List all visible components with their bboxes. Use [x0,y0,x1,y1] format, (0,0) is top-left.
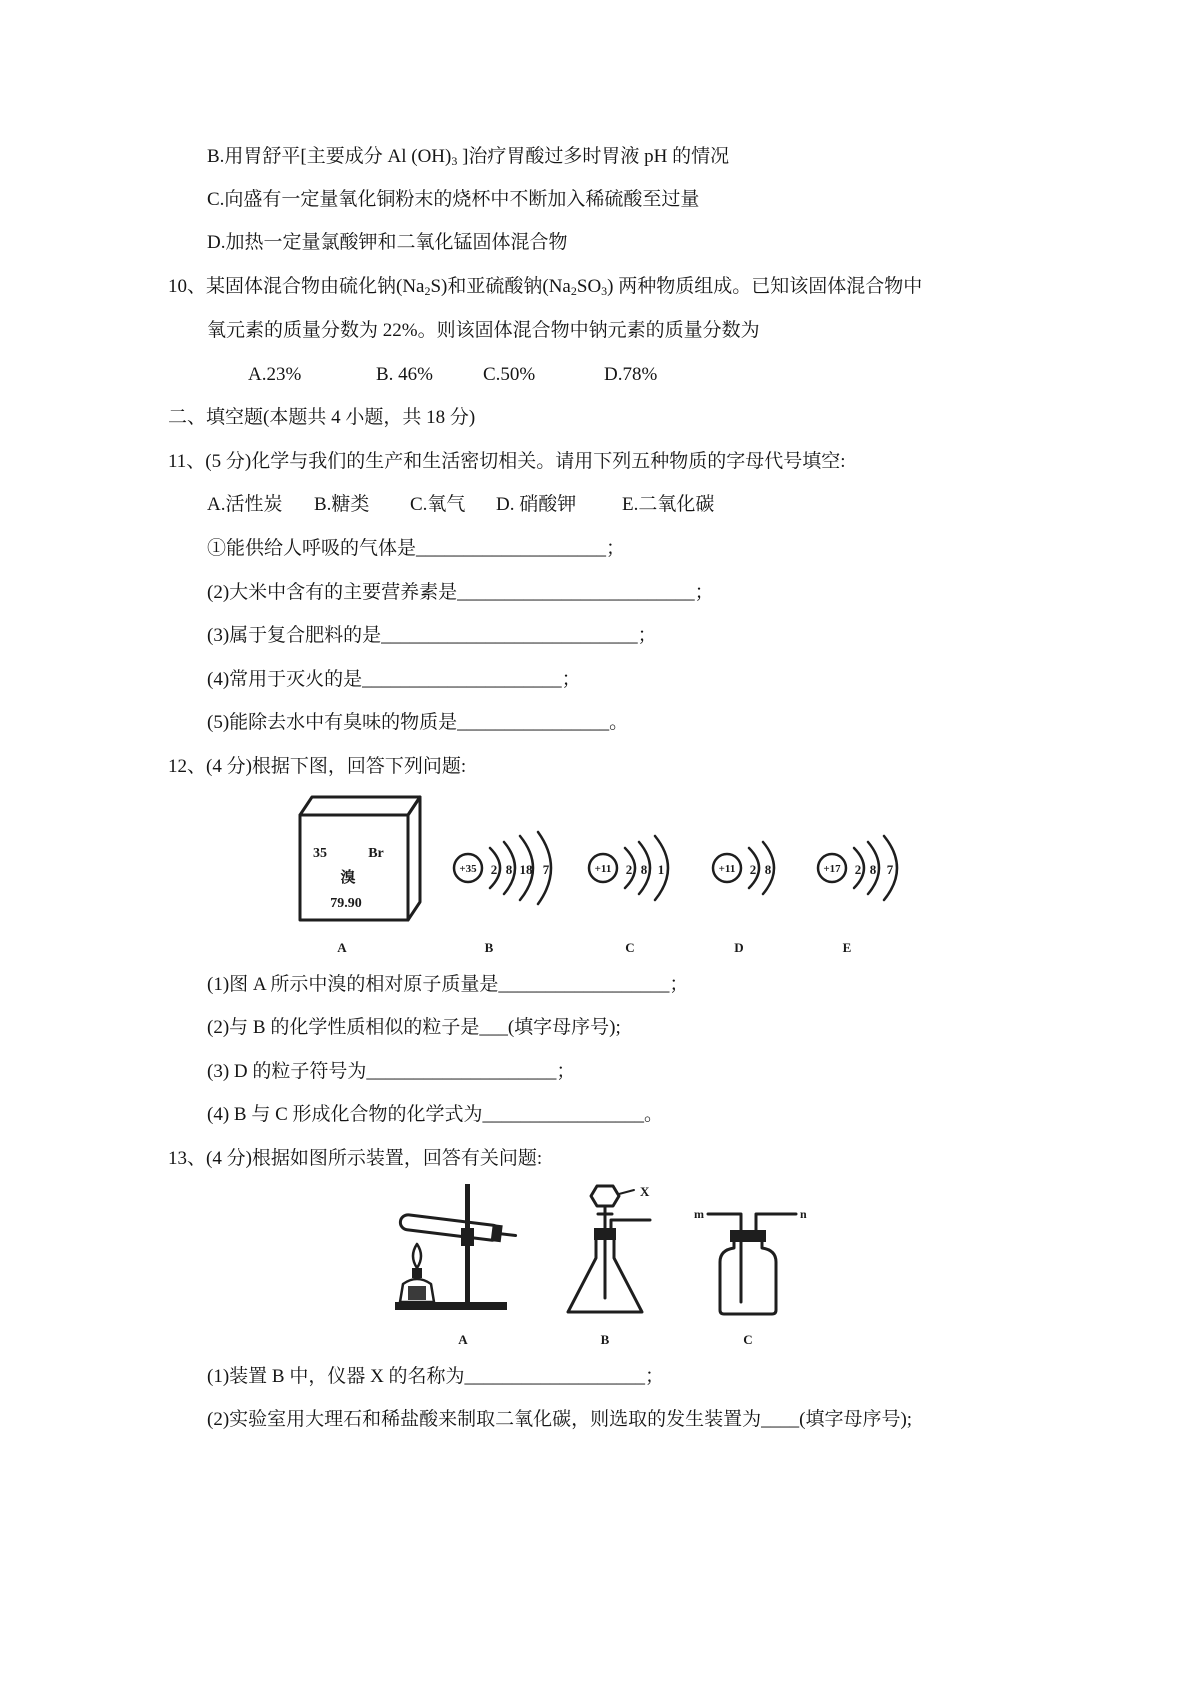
apparatus-b-flask [568,1184,650,1312]
shell-electron-count: 7 [886,862,894,877]
q10-option-a: A.23% [248,364,302,385]
nucleus-charge: +11 [718,863,736,875]
shell-electron-count: 8 [640,862,648,877]
atomic-mass: 79.90 [330,896,362,911]
q9-option-d: D.加热一定量氯酸钾和二氧化锰固体混合物 [207,232,568,253]
figure-label-c: C [625,940,635,955]
q10-options [0,363,1200,387]
inlet-tube [708,1214,741,1302]
figure-label-d: D [734,940,744,955]
q12-stem: 12、(4 分)根据下图，回答下列问题: [168,756,467,777]
q12-item-1: (1)图 A 所示中溴的相对原子质量是__________________； [207,974,689,995]
q11-option-d: D. 硝酸钾 [496,494,577,515]
q11-item-2: (2)大米中含有的主要营养素是_________________________； [207,582,714,603]
q11-option-b: B.糖类 [314,494,370,515]
figure-label-b: B [600,1332,610,1347]
element-name: 溴 [340,870,356,886]
figure-label-e: E [842,940,852,955]
shell-electron-count: 2 [625,862,633,877]
q11-item-4: (4)常用于灭火的是_____________________； [207,669,581,690]
shell-electron-count: 8 [764,862,772,877]
q10-text-3: SO [576,276,602,297]
q11-option-e: E.二氧化碳 [622,494,715,515]
shell-electron-count: 7 [542,862,550,877]
funnel-label-x: X [640,1184,650,1199]
cube-side-face [408,797,420,920]
q10-text-2: S)和亚硫酸钠(Na [430,276,571,297]
q11-option-a: A.活性炭 [207,494,283,515]
shell-electron-count: 2 [854,862,862,877]
clamp [461,1228,474,1246]
atom-diagram-c [589,836,668,900]
section-title: 二、填空题(本题共 4 小题，共 18 分) [168,407,476,428]
atom-diagram-b [454,832,551,904]
bottle-body [720,1238,776,1314]
q9-option-b-text: B.用胃舒平[主要成分 Al (OH) [207,146,452,167]
q11-stem: 11、(5 分)化学与我们的生产和生活密切相关。请用下列五种物质的字母代号填空: [168,451,846,472]
apparatus-a-heating [395,1184,517,1310]
q10-subscript-1: 2 [424,284,431,298]
q10-text-4: ) 两种物质组成。已知该固体混合物中 [607,276,923,297]
atom-diagram-d [713,842,774,894]
cube-top-face [300,797,420,815]
q12-item-4: (4) B 与 C 形成化合物的化学式为_________________。 [207,1104,664,1125]
outlet-label-n: n [800,1207,807,1221]
q12-item-2: (2)与 B 的化学性质相似的粒子是___(填字母序号); [207,1017,621,1038]
figure-label-a: A [337,940,347,955]
test-tube [399,1213,516,1244]
apparatus-c-bottle [694,1207,807,1314]
q10-option-d: D.78% [604,364,658,385]
element-symbol: Br [368,846,384,861]
q10-stem-line1 [168,275,922,299]
figure-label-b: B [484,940,494,955]
funnel-top [591,1186,619,1206]
bottle-stopper [730,1230,766,1242]
shell-electron-count: 8 [869,862,877,877]
q10-stem-line2: 氧元素的质量分数为 22%。则该固体混合物中钠元素的质量分数为 [207,320,760,341]
lamp-wick-holder [412,1268,422,1278]
inlet-label-m: m [694,1207,704,1221]
q11-option-c: C.氧气 [410,494,466,515]
atomic-number: 35 [313,846,327,861]
q11-item-3: (3)属于复合肥料的是___________________________； [207,625,657,646]
figure-label-a: A [458,1332,468,1347]
nucleus-charge: +35 [459,863,477,875]
q13-item-2: (2)实验室用大理石和稀盐酸来制取二氧化碳，则选取的发生装置为____(填字母序号); [207,1409,913,1430]
q13-figure [380,1178,820,1358]
shell-electron-count: 2 [490,862,498,877]
delivery-tube [502,1234,516,1236]
lamp-fuel [408,1286,426,1300]
q10-subscript-2: 2 [570,284,577,298]
q12-figure [280,790,920,965]
x-pointer-line [619,1190,634,1194]
q10-option-b: B. 46% [376,364,433,385]
flask-delivery-tube [611,1220,650,1230]
q9-option-c: C.向盛有一定量氧化铜粉末的烧杯中不断加入稀硫酸至过量 [207,189,700,210]
nucleus-charge: +11 [594,863,612,875]
shell-electron-count: 2 [749,862,757,877]
q11-item-5: (5)能除去水中有臭味的物质是________________。 [207,712,629,733]
flame [413,1244,421,1268]
atom-diagram-e [818,836,897,900]
q9-option-b-subscript: 3 [451,154,458,168]
shell-electron-count: 8 [505,862,513,877]
nucleus-charge: +17 [823,863,841,875]
q12-item-3: (3) D 的粒子符号为____________________； [207,1061,576,1082]
shell-electron-count: 18 [519,862,533,877]
shell-electron-count: 1 [657,862,665,877]
q13-item-1: (1)装置 B 中，仪器 X 的名称为___________________； [207,1366,665,1387]
q11-options [0,493,1200,517]
test-tube-body [400,1214,501,1241]
figure-label-c: C [743,1332,753,1347]
q10-text-1: 10、某固体混合物由硫化钠(Na [168,276,425,297]
q9-option-b [207,145,729,169]
outlet-tube [756,1214,796,1230]
q10-option-c: C.50% [483,364,536,385]
element-card-cube [300,797,420,920]
q10-subscript-3: 3 [601,284,608,298]
q11-item-1: ①能供给人呼吸的气体是____________________； [207,538,626,559]
flask-stopper [594,1228,616,1240]
q9-option-b-text-end: ]治疗胃酸过多时胃液 pH 的情况 [457,146,730,167]
q13-stem: 13、(4 分)根据如图所示装置，回答有关问题: [168,1148,543,1169]
